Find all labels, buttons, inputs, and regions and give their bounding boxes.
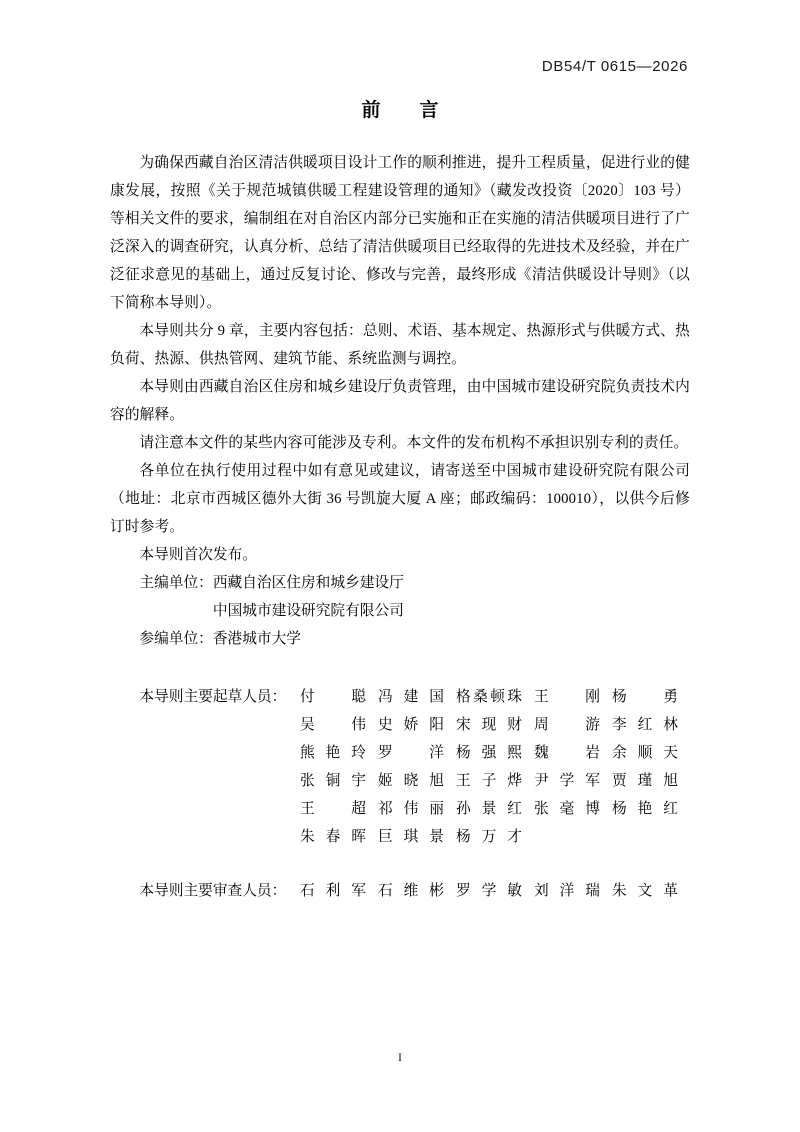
- person-name: [300, 683, 378, 711]
- person-name-char: 万: [481, 828, 497, 845]
- person-name-char: 王: [300, 800, 315, 817]
- person-name-char: 朱: [300, 828, 315, 845]
- person-name-char: 桑: [473, 688, 488, 705]
- paragraph-feedback-address: 各单位在执行使用过程中如有意见或建议，请寄送至中国城市建设研究院有限公司（地址：北京市西城区德外大街 36 号凯旋大厦 A 座；邮政编码：100010），以供今后修订时参考。: [110, 462, 690, 535]
- person-name-char: 强: [481, 744, 497, 761]
- person-name-char: 罗: [456, 882, 471, 899]
- person-name: [456, 877, 534, 905]
- participating-label: 参编单位：: [139, 630, 213, 647]
- person-name-char: 洋: [559, 882, 575, 899]
- person-name-char: 熊: [300, 744, 315, 761]
- chief-editor-unit-1: 西藏自治区住房和城乡建设厅: [212, 574, 404, 591]
- person-name-char: 敏: [507, 882, 522, 899]
- person-name-char: 学: [559, 772, 575, 789]
- person-name-char: 军: [351, 882, 366, 899]
- person-name-char: 瑾: [637, 772, 653, 789]
- drafters-block: [110, 683, 690, 851]
- page-title: 前 言: [361, 100, 449, 121]
- participating-unit-1: 香港城市大学: [212, 630, 301, 647]
- person-name-char: 革: [663, 882, 678, 899]
- person-name-char: 艳: [637, 800, 653, 817]
- person-name-char: 魏: [534, 744, 549, 761]
- person-name-char: 军: [585, 772, 600, 789]
- person-name-char: 游: [585, 716, 600, 733]
- person-name-char: 付: [300, 688, 315, 705]
- person-name: [378, 739, 456, 767]
- person-name: [378, 795, 456, 823]
- person-name-char: 熙: [507, 744, 522, 761]
- person-name-char: 聪: [351, 688, 366, 705]
- person-name: [456, 683, 534, 711]
- person-name-char: 洋: [429, 744, 444, 761]
- chief-editor-label: 主编单位：: [139, 574, 213, 591]
- person-name-char: 杨: [612, 688, 627, 705]
- person-name: [612, 767, 690, 795]
- person-name-char: 刚: [585, 688, 600, 705]
- person-name-char: 瑞: [585, 882, 600, 899]
- person-name-char: 伟: [403, 800, 419, 817]
- person-name-char: 财: [507, 716, 522, 733]
- person-name-char: 杨: [612, 800, 627, 817]
- organizations-block: [110, 569, 690, 653]
- person-name-char: 余: [612, 744, 627, 761]
- person-name-char: 红: [507, 800, 522, 817]
- person-name: [300, 823, 378, 851]
- paragraph-administration: 本导则由西藏自治区住房和城乡建设厅负责管理，由中国城市建设研究院负责技术内容的解释。: [110, 378, 690, 423]
- drafters-names: [300, 683, 690, 711]
- person-name-char: 天: [663, 744, 678, 761]
- drafters-names: [300, 767, 690, 795]
- person-name-char: 孙: [456, 800, 471, 817]
- person-name-char: 石: [378, 882, 393, 899]
- person-name-char: 旭: [429, 772, 444, 789]
- reviewers-label: 本导则主要审查人员：: [139, 882, 287, 899]
- person-name: [300, 877, 378, 905]
- reviewers-names: [300, 877, 690, 905]
- person-name: [300, 767, 378, 795]
- person-name: [300, 739, 378, 767]
- person-name-char: 晓: [403, 772, 419, 789]
- person-name: [456, 767, 534, 795]
- standard-number-header: DB54/T 0615—2026: [541, 58, 688, 75]
- person-name-char: 石: [300, 882, 315, 899]
- statements-block: [110, 541, 690, 569]
- person-name: [378, 823, 456, 851]
- drafters-row: [110, 711, 690, 739]
- person-name: [456, 823, 534, 851]
- person-name-char: 娇: [403, 716, 419, 733]
- document-content: [110, 100, 690, 905]
- page-number: I: [398, 1050, 402, 1064]
- person-name-char: 王: [456, 772, 471, 789]
- person-name: [378, 683, 456, 711]
- person-name: [612, 739, 690, 767]
- person-name-char: 张: [534, 800, 549, 817]
- person-name-char: 琪: [403, 828, 419, 845]
- person-name: [456, 795, 534, 823]
- person-name-char: 利: [325, 882, 341, 899]
- person-name: [534, 683, 612, 711]
- drafters-names: [300, 739, 690, 767]
- person-name-char: 冯: [378, 688, 393, 705]
- person-name-char: 超: [351, 800, 366, 817]
- person-name-char: 贾: [612, 772, 627, 789]
- person-name-char: 旭: [663, 772, 678, 789]
- person-name-char: 罗: [378, 744, 393, 761]
- person-name-char: 张: [300, 772, 315, 789]
- person-name-char: 史: [378, 716, 393, 733]
- person-name: [300, 795, 378, 823]
- person-name: [534, 767, 612, 795]
- statement-first-publication: 本导则首次发布。: [139, 546, 257, 563]
- person-name-char: 王: [534, 688, 549, 705]
- person-name-char: 毫: [559, 800, 575, 817]
- person-name-char: 阳: [429, 716, 444, 733]
- person-name-char: 建: [403, 688, 419, 705]
- drafters-row: [110, 823, 690, 851]
- drafters-row: [110, 683, 690, 711]
- paragraph-patent-notice: 请注意本文件的某些内容可能涉及专利。本文件的发布机构不承担识别专利的责任。: [139, 434, 689, 451]
- person-name-char: 维: [403, 882, 419, 899]
- reviewers-row: [110, 877, 690, 905]
- person-name-char: 杨: [456, 828, 471, 845]
- person-name-char: 宇: [351, 772, 366, 789]
- person-name: [534, 877, 612, 905]
- person-name-char: 伟: [351, 716, 366, 733]
- person-name: [612, 795, 690, 823]
- chief-editor-unit-2-line: 中国城市建设研究院有限公司: [212, 602, 404, 619]
- person-name: [378, 767, 456, 795]
- person-name: [378, 877, 456, 905]
- person-name-char: 林: [663, 716, 678, 733]
- person-name-char: 彬: [429, 882, 444, 899]
- paragraph-chapters: 本导则共分 9 章，主要内容包括：总则、术语、基本规定、热源形式与供暖方式、热负荷、热源、供热管网、建筑节能、系统监测与调控。: [110, 322, 690, 367]
- person-name-char: 珠: [507, 688, 522, 705]
- person-name-char: 博: [585, 800, 600, 817]
- person-name-char: 才: [507, 828, 522, 845]
- person-name: [612, 683, 690, 711]
- person-name-char: 子: [481, 772, 497, 789]
- person-name-char: 顺: [637, 744, 653, 761]
- person-name: [300, 711, 378, 739]
- drafters-names: [300, 795, 690, 823]
- person-name-char: 铜: [325, 772, 341, 789]
- person-name-char: 烨: [507, 772, 522, 789]
- reviewers-block: [110, 877, 690, 905]
- person-name-char: 宋: [456, 716, 471, 733]
- person-name-char: 刘: [534, 882, 549, 899]
- person-name-char: 红: [663, 800, 678, 817]
- person-name: [612, 711, 690, 739]
- person-name-char: 国: [429, 688, 444, 705]
- drafters-row: [110, 739, 690, 767]
- person-name-char: 学: [481, 882, 497, 899]
- person-name: [456, 739, 534, 767]
- person-name-char: 祁: [378, 800, 393, 817]
- person-name-char: 尹: [534, 772, 549, 789]
- person-name-char: 晖: [351, 828, 366, 845]
- paragraph-purpose: 为确保西藏自治区清洁供暖项目设计工作的顺利推进，提升工程质量，促进行业的健康发展，按照《关于规范城镇供暖工程建设管理的通知》（藏发改投资〔2020〕103 号）等相关文件的要求，编制组在对自治区内部分已实施和正在实施的清洁供暖项目进行了广泛深入的调查研究，认真分析、总结了清洁供暖项目已经取得的先进技术及经验，并在广泛征求意见的基础上，通过反复讨论、修改与完善，最终形成《清洁供暖设计导则》（以下简称本导则）。: [110, 154, 690, 311]
- person-name-char: 岩: [585, 744, 600, 761]
- person-name: [534, 795, 612, 823]
- person-name-char: 周: [534, 716, 549, 733]
- person-name-char: 朱: [612, 882, 627, 899]
- person-name-char: 文: [637, 882, 653, 899]
- person-name-char: 顿: [490, 688, 505, 705]
- person-name-char: 景: [429, 828, 444, 845]
- person-name-char: 勇: [663, 688, 678, 705]
- person-name: [612, 877, 690, 905]
- participating-units-line: [110, 625, 690, 653]
- person-name-char: 吴: [300, 716, 315, 733]
- person-name-char: 姬: [378, 772, 393, 789]
- person-name-char: 现: [481, 716, 497, 733]
- drafters-label: 本导则主要起草人员：: [139, 688, 287, 705]
- person-name-char: 玲: [351, 744, 366, 761]
- person-name-char: 红: [637, 716, 653, 733]
- person-name-char: 景: [481, 800, 497, 817]
- person-name: [534, 739, 612, 767]
- drafters-row: [110, 795, 690, 823]
- person-name: [378, 711, 456, 739]
- person-name-char: 丽: [429, 800, 444, 817]
- drafters-row: [110, 767, 690, 795]
- person-name: [534, 711, 612, 739]
- person-name-char: 巨: [378, 828, 393, 845]
- drafters-names: [300, 823, 690, 851]
- drafters-names: [300, 711, 690, 739]
- person-name-char: 艳: [325, 744, 341, 761]
- person-name-char: 李: [612, 716, 627, 733]
- person-name-char: 杨: [456, 744, 471, 761]
- chief-editor-line: [110, 569, 690, 597]
- person-name: [456, 711, 534, 739]
- person-name-char: 格: [456, 688, 471, 705]
- person-name-char: 春: [325, 828, 341, 845]
